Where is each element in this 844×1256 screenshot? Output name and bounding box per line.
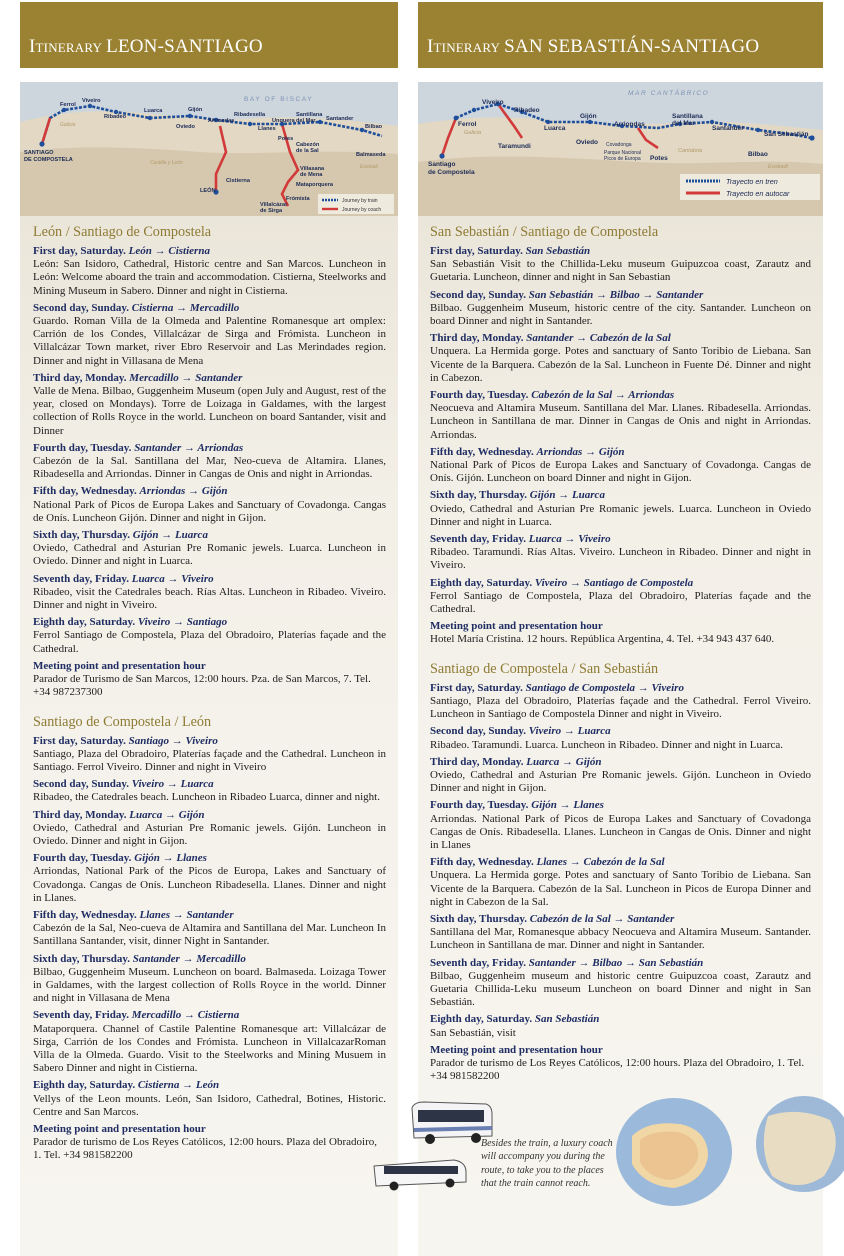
day-heading xyxy=(33,735,386,748)
day-route: Santander → Cabezón de la Sal xyxy=(526,332,671,345)
svg-text:Balmaseda: Balmaseda xyxy=(356,152,386,158)
svg-text:Villalcázar: Villalcázar xyxy=(260,202,288,208)
day-entry xyxy=(33,616,386,656)
svg-text:Luarca: Luarca xyxy=(544,125,566,132)
day-label: Eighth day, Saturday. xyxy=(430,1013,533,1026)
itinerary-text-leon xyxy=(33,224,386,1167)
map-legend xyxy=(318,194,394,214)
meeting-point xyxy=(33,1123,386,1163)
day-description: Unquera. La Hermida gorge. Potes and sanctuary of Santo Toribio de Liebana. San Vicente de la Barquera. Cabezón de la Sal. Luncheon in Fuente Dé. Dinner and night in Cabezon. xyxy=(430,345,811,384)
day-description: Mataporquera. Channel of Castile Palentine Romanesque art: Villalcázar de Sirga, Carrión de los Condes and Frómista. Luncheon in VillalcazarRoman Villa de la Olmeda. Guardo. Visit to the Steelworks and Mining Musuem in Sabero Dinner and night in Cistierna. xyxy=(33,1022,386,1075)
svg-text:Llanes: Llanes xyxy=(258,126,276,132)
meeting-text: Parador de turismo de Los Reyes Católicos, 12:00 hours. Plaza del Obradoiro, 1. Tel. +34 981582200 xyxy=(33,1136,377,1162)
route-map-san-sebastian xyxy=(418,82,823,216)
svg-text:Bilbao: Bilbao xyxy=(748,151,768,158)
day-route: Luarca → Viveiro xyxy=(528,533,611,546)
day-heading xyxy=(33,245,386,258)
day-entry xyxy=(33,1009,386,1075)
svg-text:Covadonga: Covadonga xyxy=(606,142,632,148)
day-heading xyxy=(33,616,386,629)
day-label: Eighth day, Saturday. xyxy=(430,576,533,589)
section-title: León / Santiago de Compostela xyxy=(33,224,212,240)
day-route: Santander → Bilbao → San Sebastián xyxy=(528,956,704,969)
day-entry xyxy=(33,442,386,482)
meeting-text: Parador de Turismo de San Marcos, 12:00 hours. Pza. de San Marcos, 7. Tel. +34 987237300 xyxy=(33,673,371,699)
day-label: Eighth day, Saturday. xyxy=(33,1079,136,1092)
day-heading xyxy=(33,573,386,586)
day-route: Gijón → Llanes xyxy=(531,799,604,812)
day-label: First day, Saturday. xyxy=(33,245,126,257)
left-column xyxy=(20,0,398,1256)
svg-text:de la Sal: de la Sal xyxy=(296,148,319,154)
day-route: Llanes → Santander xyxy=(139,908,234,921)
day-description: Ribadeo, visit the Catedrales beach. Rías Altas. Luncheon in Ribadeo. Viveiro. Dinner and night in Viveiro. xyxy=(33,585,386,612)
day-description: Arriondas. National Park of Picos de Europa Lakes and Sanctuary of Covadonga Cangas de Onís. Ribadesella. Llanes. Luncheon in Cangas de Onis. Dinner and night in Llanes xyxy=(430,812,811,851)
itinerary-panel-leon xyxy=(20,216,398,1256)
day-label: Fifth day, Wednesday. xyxy=(430,856,534,869)
svg-text:Ferrol: Ferrol xyxy=(60,102,76,108)
meeting-title: Meeting point and presentation hour xyxy=(33,1122,206,1135)
day-description: Oviedo, Cathedral and Asturian Pre Romanic jewels. Luarca. Luncheon in Oviedo Dinner and night in Luarca. xyxy=(430,502,811,528)
day-label: Sixth day, Thursday. xyxy=(33,529,131,542)
svg-text:Ferrol: Ferrol xyxy=(458,121,477,128)
day-route: San Sebastián → Bilbao → Santander xyxy=(528,288,704,301)
day-entry xyxy=(430,799,811,852)
globe-map-image xyxy=(608,1096,844,1211)
day-label: Third day, Monday. xyxy=(33,371,127,384)
day-label: Second day, Sunday. xyxy=(430,288,526,301)
section-title: Santiago de Compostela / León xyxy=(33,713,212,730)
day-label: Eighth day, Saturday. xyxy=(33,616,136,629)
day-heading xyxy=(33,852,386,865)
right-column xyxy=(418,0,823,1256)
svg-text:Galicia: Galicia xyxy=(60,122,76,128)
day-entry xyxy=(33,735,386,775)
day-route: Viveiro → Luarca xyxy=(131,778,214,791)
day-label: Fourth day, Tuesday. xyxy=(430,799,529,812)
day-route: Gijón → Llanes xyxy=(134,852,207,865)
day-entry xyxy=(430,489,811,529)
svg-text:Galicia: Galicia xyxy=(464,130,482,136)
svg-text:Santillana: Santillana xyxy=(672,113,703,120)
day-heading xyxy=(33,953,386,966)
day-entry xyxy=(33,529,386,569)
day-label: Second day, Sunday. xyxy=(33,301,129,314)
svg-text:de Sirga: de Sirga xyxy=(260,208,283,214)
svg-text:Santillana: Santillana xyxy=(296,112,323,118)
day-heading xyxy=(33,302,386,315)
section-title: Santiago de Compostela / San Sebastián xyxy=(430,660,659,677)
day-route: Viveiro → Luarca xyxy=(528,725,611,738)
day-description: Ferrol Santiago de Compostela, Plaza del Obradoiro, Platerías façade and the Cathedral. xyxy=(430,589,811,616)
day-entry xyxy=(430,332,811,385)
day-entry xyxy=(33,573,386,613)
day-description: Ribadeo. Taramundi. Luarca. Luncheon in Ribadeo. Dinner and night in Luarca. xyxy=(430,738,784,751)
day-heading xyxy=(430,856,811,869)
day-description: León: San Isidoro, Cathedral, Historic centre and San Marcos. Luncheon in León: Welcome aboard the train and accommodation. Cistierna, Steelworks and Mining Museum in Sabero. Dinner and night in Cistierna. xyxy=(33,258,386,297)
day-entry xyxy=(430,957,811,1010)
day-description: Santillana del Mar, Romanesque abbacy Neocueva and Altamira Museum. Santander. Luncheon in Santillana de mar. Dinner and night in Santander. xyxy=(430,926,811,952)
day-heading xyxy=(430,756,811,769)
day-route: Luarca → Gijón xyxy=(129,808,205,821)
svg-text:del Mar: del Mar xyxy=(296,118,316,124)
coach-bus-image xyxy=(370,1152,470,1197)
svg-text:Euskadi: Euskadi xyxy=(360,164,378,170)
meeting-text: Hotel María Cristina. 12 hours. República Argentina, 4. Tel. +34 943 437 640. xyxy=(430,633,775,646)
svg-text:Ribadeo: Ribadeo xyxy=(514,107,540,114)
day-description: Guardo. Roman Villa de la Olmeda and Palentine Romanesque art omplex: Carrión de los Condes, Villalcázar de Sirga and Frómista. Luncheon in Villalcázar Town market, river Ebro Reservoir and Las Merindades region. Dinner and night in Villasana de Mena xyxy=(33,315,386,367)
map-legend xyxy=(680,174,820,200)
day-entry xyxy=(430,389,811,442)
day-route: Cabezón de la Sal → Santander xyxy=(529,912,675,925)
day-label: Fifth day, Wednesday. xyxy=(33,908,137,921)
day-description: Ribadeo. Taramundi. Rías Altas. Viveiro. Luncheon in Ribadeo. Dinner and night in Viveiro. xyxy=(430,546,811,572)
day-route: Cistierna → León xyxy=(137,1079,220,1092)
svg-text:DE COMPOSTELA: DE COMPOSTELA xyxy=(24,157,73,163)
day-description: National Park of Picos de Europa Lakes and Sanctuary of Covadonga. Cangas de Onís. Gijón. Luncheon on board Dinner and night in Gijon. xyxy=(430,459,811,485)
banner-lead: Itinerary xyxy=(29,36,103,57)
day-entry xyxy=(430,446,811,486)
day-route: Gijón → Luarca xyxy=(132,529,208,542)
legend-train-label: Trayecto en tren xyxy=(726,177,778,186)
day-entry xyxy=(33,852,386,905)
day-route: Viveiro → Santiago xyxy=(137,616,228,629)
meeting-point xyxy=(33,660,386,700)
route-map-leon xyxy=(20,82,398,216)
day-description: Bilbao, Guggenheim museum and historic centre Guipuzcoa coast, Zarautz and Guetaria Chillida-Leku museum Luncheon on board Dinner and night in San Sebastián. xyxy=(430,969,811,1009)
day-entry xyxy=(430,725,811,751)
day-route: Luarca → Viveiro xyxy=(131,572,214,585)
meeting-title: Meeting point and presentation hour xyxy=(430,1043,603,1056)
svg-text:Villasana: Villasana xyxy=(300,166,325,172)
day-heading xyxy=(33,909,386,922)
banner-lead: Itinerary xyxy=(427,36,501,57)
day-route: León → Cistierna xyxy=(128,245,210,257)
svg-text:de Mena: de Mena xyxy=(300,172,323,178)
day-route: Arriondas → Gijón xyxy=(139,485,228,498)
coach-caption: Besides the train, a luxury coach will accompany you during the route, to take you to the places that the train cannot reach. xyxy=(481,1138,613,1189)
day-heading xyxy=(33,778,386,791)
day-heading xyxy=(33,1079,386,1092)
day-entry xyxy=(430,245,811,285)
svg-text:Oviedo: Oviedo xyxy=(176,124,195,130)
day-heading xyxy=(33,529,386,542)
svg-text:Potes: Potes xyxy=(650,155,668,162)
map-sea-label: BAY OF BISCAY xyxy=(244,96,314,103)
svg-text:Arriondas: Arriondas xyxy=(208,118,235,124)
day-label: Seventh day, Friday. xyxy=(33,1009,129,1022)
svg-text:Mataporquera: Mataporquera xyxy=(296,182,333,188)
legend-coach-label: Trayecto en autocar xyxy=(726,189,790,198)
svg-text:Luarca: Luarca xyxy=(144,108,163,114)
svg-text:Santander: Santander xyxy=(326,116,354,122)
day-label: Sixth day, Thursday. xyxy=(430,912,528,925)
day-entry xyxy=(430,533,811,573)
day-route: Cabezón de la Sal → Arriondas xyxy=(531,389,675,402)
day-label: Third day, Monday. xyxy=(430,332,524,345)
day-list xyxy=(33,245,386,656)
day-description: Vellys of the Leon mounts. León, San Isidoro, Cathedral, Botines, Historic. Centre and San Marcos. xyxy=(33,1092,386,1118)
meeting-title: Meeting point and presentation hour xyxy=(430,620,603,633)
svg-text:Unquera: Unquera xyxy=(272,118,295,124)
day-label: First day, Saturday. xyxy=(430,245,523,257)
day-label: Second day, Sunday. xyxy=(33,778,129,791)
day-label: Fourth day, Tuesday. xyxy=(33,441,132,454)
day-route: Llanes → Cabezón de la Sal xyxy=(536,856,665,869)
svg-text:LEÓN: LEÓN xyxy=(200,188,216,194)
day-entry xyxy=(33,778,386,804)
legend-train-label: Journey by train xyxy=(342,198,378,204)
day-heading xyxy=(430,1013,811,1026)
day-label: First day, Saturday. xyxy=(33,734,126,747)
itinerary-text-san-sebastian xyxy=(430,224,811,1087)
day-route: Mercadillo → Santander xyxy=(129,371,243,384)
day-entry xyxy=(33,302,386,368)
day-description: Oviedo, Cathedral and Asturian Pre Romanic jewels. Luarca. Luncheon in Oviedo. Dinner and night in Luarca. xyxy=(33,542,386,568)
day-label: Fourth day, Tuesday. xyxy=(33,852,132,865)
day-description: San Sebastián, visit xyxy=(430,1026,516,1039)
day-label: Sixth day, Thursday. xyxy=(33,952,131,965)
svg-text:de Compostela: de Compostela xyxy=(428,169,475,176)
day-label: Seventh day, Friday. xyxy=(33,572,129,585)
banner-title: SAN SEBASTIÁN-SANTIAGO xyxy=(504,36,760,57)
day-description: Santiago, Plaza del Obradoiro, Platerías façade and the Cathedral. Luncheon in Santiago. Ferrol Viveiro. Dinner and night in Viveiro xyxy=(33,747,386,773)
legend-coach-label: Journey by coach xyxy=(342,207,382,213)
day-entry xyxy=(33,372,386,438)
day-label: Fifth day, Wednesday. xyxy=(33,485,137,498)
svg-text:Arriondas: Arriondas xyxy=(614,121,645,128)
svg-text:Viveiro: Viveiro xyxy=(82,98,101,104)
day-label: Sixth day, Thursday. xyxy=(430,489,528,502)
day-entry xyxy=(33,485,386,525)
day-list xyxy=(430,245,811,616)
day-heading xyxy=(33,1009,386,1022)
day-entry xyxy=(430,289,811,329)
day-heading xyxy=(430,289,811,302)
svg-text:Frómista: Frómista xyxy=(286,196,310,202)
day-entry xyxy=(430,1013,811,1039)
day-route: San Sebastián xyxy=(534,1013,600,1026)
day-list xyxy=(430,682,811,1040)
svg-text:Taramundi: Taramundi xyxy=(498,143,531,150)
svg-text:Castilla y León: Castilla y León xyxy=(150,160,183,166)
meeting-text: Parador de turismo de Los Reyes Católicos, 12:00 hours. Plaza del Obradoiro, 1. Tel. +34 981582200 xyxy=(430,1056,805,1083)
itinerary-banner-leon xyxy=(20,2,398,68)
day-heading xyxy=(33,809,386,822)
day-entry xyxy=(33,1079,386,1119)
day-list xyxy=(33,735,386,1119)
day-label: Third day, Monday. xyxy=(430,755,524,768)
day-route: Luarca → Gijón xyxy=(526,755,602,768)
svg-text:Potes: Potes xyxy=(278,136,294,142)
day-heading xyxy=(430,389,811,402)
day-heading xyxy=(430,799,811,812)
svg-text:Cabezón: Cabezón xyxy=(296,142,320,148)
itinerary-banner-san-sebastian xyxy=(418,2,823,68)
day-description: Ferrol Santiago de Compostela, Plaza del Obradoiro, Platerías façade and the Cathedral. xyxy=(33,629,386,655)
svg-text:Gijón: Gijón xyxy=(580,113,597,120)
day-description: Oviedo, Cathedral and Asturian Pre Romanic jewels. Gijón. Luncheon in Oviedo Dinner and night in Gijon. xyxy=(430,768,811,795)
svg-text:Bilbao: Bilbao xyxy=(365,124,383,130)
day-description: Valle de Mena. Bilbao, Guggenheim Museum (open July and August, rest of the year, closed on Mondays). Torre de Loizaga in Galdames, with the largest collection of Rolls Royce in the world. Luncheon on board Santander, visit and Dinner xyxy=(33,385,386,437)
day-entry xyxy=(33,245,386,298)
svg-text:Oviedo: Oviedo xyxy=(576,139,599,146)
day-route: Viveiro → Santiago de Compostela xyxy=(534,576,694,589)
day-entry xyxy=(430,682,811,722)
day-description: Bilbao, Guggenheim Museum. Luncheon on board. Balmaseda. Loizaga Tower in Galdames, with the largest collection of Rolls Royce in the world. Dinner and night in Villasana de Mena xyxy=(33,965,386,1005)
svg-text:Viveiro: Viveiro xyxy=(482,99,504,106)
day-entry xyxy=(430,577,811,617)
day-description: National Park of Picos de Europa Lakes and Sanctuary of Covadonga. Cangas de Onís. Luncheon Gijón. Dinner and night in Gijon. xyxy=(33,498,386,524)
svg-text:Gijón: Gijón xyxy=(188,107,203,113)
day-route: Santander → Mercadillo xyxy=(132,952,246,965)
day-label: First day, Saturday. xyxy=(430,681,523,694)
day-heading xyxy=(430,332,811,345)
svg-text:Cantabria: Cantabria xyxy=(678,148,703,154)
day-entry xyxy=(33,809,386,849)
day-entry xyxy=(430,913,811,953)
meeting-point xyxy=(430,1044,811,1084)
day-heading xyxy=(430,533,811,546)
svg-text:Ribadesella: Ribadesella xyxy=(234,112,266,118)
day-label: Seventh day, Friday. xyxy=(430,533,526,546)
svg-text:Ribadeo: Ribadeo xyxy=(104,114,127,120)
svg-text:Picos de Europa: Picos de Europa xyxy=(604,156,641,162)
section-title: San Sebastián / Santiago de Compostela xyxy=(430,224,659,240)
day-heading xyxy=(430,913,811,926)
day-entry xyxy=(33,953,386,1006)
day-description: Cabezón de la Sal, Neo-cueva de Altamira and Santillana del Mar. Luncheon In Santillana Santander, visit, dinner Night in Santander. xyxy=(33,922,386,948)
day-description: Bilbao. Guggenheim Museum, historic centre of the city. Santander. Luncheon on board Dinner and night in Santander. xyxy=(430,301,811,328)
day-heading xyxy=(430,446,811,459)
day-description: Unquera. La Hermida gorge. Potes and sanctuary of Santo Toribio de Liebana. San Vicente de la Barquera. Cabezón de la Sal. Luncheon in Picos de Europa Dinner and night in Cabezon de la Sal. xyxy=(430,869,811,908)
day-heading xyxy=(430,682,811,695)
day-entry xyxy=(33,909,386,949)
svg-text:Parque Nacional: Parque Nacional xyxy=(604,150,641,156)
day-entry xyxy=(430,856,811,909)
day-route: Santiago de Compostela → Viveiro xyxy=(525,681,684,694)
day-description: Santiago, Plaza del Obradoiro, Platerías façade and the Cathedral. Ferrol Viveiro. Luncheon in Santiago de Compostela Dinner and night in Viveiro. xyxy=(430,694,811,721)
day-route: Gijón → Luarca xyxy=(529,489,605,502)
day-route: Santander → Arriondas xyxy=(134,441,244,454)
day-heading xyxy=(430,245,811,258)
meeting-point xyxy=(430,620,811,646)
day-label: Fifth day, Wednesday. xyxy=(430,445,534,458)
svg-text:San Sebastián: San Sebastián xyxy=(764,131,809,138)
day-description: Ribadeo, the Catedrales beach. Luncheon in Ribadeo Luarca, dinner and night. xyxy=(33,791,380,804)
svg-text:Cistierna: Cistierna xyxy=(226,178,250,184)
day-heading xyxy=(430,577,811,590)
day-label: Third day, Monday. xyxy=(33,808,127,821)
day-description: Neocueva and Altamira Museum. Santillana del Mar. Llanes. Ribadesella. Arriondas. Luncheon in Santillana de mar. Dinner in Cangas de Onis and night in Arriondas. Arriondas. xyxy=(430,402,811,441)
day-description: San Sebastián Visit to the Chillida-Leku museum Guipuzcoa coast, Zarautz and Guetaria. Luncheon, dinner and night in San Sebastian xyxy=(430,258,811,284)
day-heading xyxy=(33,442,386,455)
banner-title: LEON-SANTIAGO xyxy=(106,36,263,57)
svg-text:del Mar: del Mar xyxy=(672,120,695,127)
map-sea-label: MAR CANTÁBRICO xyxy=(628,90,710,97)
day-heading xyxy=(430,957,811,970)
day-description: Oviedo, Cathedral and Asturian Pre Romanic jewels. Gijón. Luncheon in Oviedo. Dinner and night in Gijon. xyxy=(33,821,386,847)
day-route: San Sebastián xyxy=(525,245,591,257)
day-description: Cabezón de la Sal. Santillana del Mar, Neo-cueva de Altamira. Llanes, Ribadesella and Arriondas. Dinner in Cangas de Onis and night in Arriondas. xyxy=(33,455,386,481)
svg-text:Euskadi: Euskadi xyxy=(768,164,788,170)
day-heading xyxy=(33,372,386,385)
day-heading xyxy=(430,489,811,502)
day-heading xyxy=(33,485,386,498)
day-description: Arriondas, National Park of the Picos de Europa, Lakes and Sanctuary of Covadonga. Cangas de Onís. Luncheon Ribadesella. Llanes. Dinner and night in Llanes. xyxy=(33,865,386,904)
meeting-title: Meeting point and presentation hour xyxy=(33,659,206,672)
svg-text:SANTIAGO: SANTIAGO xyxy=(24,150,54,156)
day-route: Arriondas → Gijón xyxy=(536,445,625,458)
svg-text:Santander: Santander xyxy=(712,125,744,132)
day-label: Seventh day, Friday. xyxy=(430,956,526,969)
day-route: Cistierna → Mercadillo xyxy=(131,301,240,314)
day-route: Santiago → Viveiro xyxy=(128,734,218,747)
day-label: Fourth day, Tuesday. xyxy=(430,389,529,402)
day-label: Second day, Sunday. xyxy=(430,725,526,738)
svg-text:Santiago: Santiago xyxy=(428,161,456,168)
day-heading xyxy=(430,725,811,738)
day-route: Mercadillo → Cistierna xyxy=(131,1009,240,1022)
day-entry xyxy=(430,756,811,796)
